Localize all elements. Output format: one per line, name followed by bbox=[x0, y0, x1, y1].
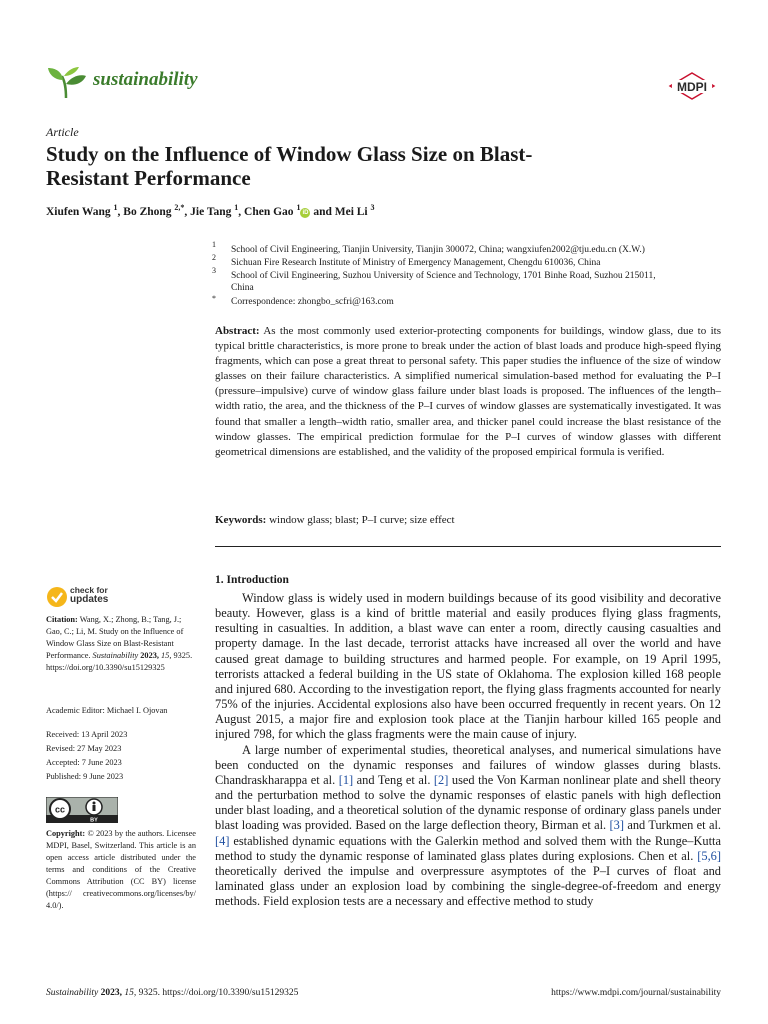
accepted-date: Accepted: 7 June 2023 bbox=[46, 758, 122, 767]
revised-date: Revised: 27 May 2023 bbox=[46, 744, 122, 753]
author-name: Bo Zhong bbox=[123, 205, 172, 218]
citation-link[interactable]: [4] bbox=[215, 833, 230, 848]
orcid-icon[interactable]: iD bbox=[302, 209, 309, 216]
mdpi-logo-text: MDPI bbox=[677, 80, 707, 94]
section-title: 1. Introduction bbox=[215, 574, 289, 586]
affiliation: Sichuan Fire Research Institute of Ministry of Emergency Management, Chengdu 610036, China bbox=[231, 258, 601, 268]
footer-citation: Sustainability 2023, 15, 9325. https://doi.org/10.3390/su15129325 bbox=[46, 988, 299, 998]
svg-text:cc: cc bbox=[54, 804, 66, 815]
author-list: Xiufen Wang $^1$, Bo Zhong $^{2,*}$, Jie Tang $^1$, Chen Gao $^1$iD and Mei Li $^3$ bbox=[46, 203, 375, 218]
svg-text:BY: BY bbox=[90, 817, 98, 823]
check-updates-line2: updates bbox=[70, 594, 109, 605]
divider bbox=[215, 546, 721, 547]
check-updates-line1: check for bbox=[70, 585, 108, 595]
paragraph: Window glass is widely used in modern buildings because of its good visibility and decorative beauty. However, glass is a kind of brittle material and easily produces flying glass fragments, resulting in casualties. In addition, a blast wave can enter a room, directly causing casualties and property damage. In the last decade, terrorist attacks have increased all over the world and have caused great damage to building structures and harmed people. For example, on 19 April 1995, terrorists attacked a federal building in the US state of Oklahoma. The explosion killed 168 people and injured 680. According to the investigation report, the flying glass fragments accounted for nearly 75% of the injuries. Accidental explosions also have been occurred frequently in recent years. On 12 August 2015, a major fire and explosion took place at the Tianjin harbour killed 165 people and injured 798, for which the glass fragments were the main cause of injury. bbox=[215, 591, 721, 742]
academic-editor: Academic Editor: Michael I. Ojovan bbox=[46, 706, 168, 715]
copyright-notice: Copyright: © 2023 by the authors. Licensee MDPI, Basel, Switzerland. This article is an open access article distributed under the terms and conditions of the Creative Commons Attribution (CC BY) license (https:// creativecommons.org/licenses/by/ 4.0/). bbox=[46, 829, 196, 910]
author-name: Chen Gao bbox=[244, 205, 294, 218]
body-text bbox=[215, 591, 721, 909]
article-type: Article bbox=[46, 125, 79, 139]
affiliation: School of Civil Engineering, Tianjin University, Tianjin 300072, China; wangxiufen2002@tju.edu.cn (X.W.) bbox=[231, 245, 645, 255]
abstract-label: Abstract: bbox=[215, 325, 260, 337]
footer-doi[interactable]: 9325. https://doi.org/10.3390/su15129325 bbox=[138, 988, 299, 998]
citation-link[interactable]: [5,6] bbox=[697, 848, 721, 863]
author-name: Xiufen Wang bbox=[46, 205, 111, 218]
footer-journal-url[interactable]: https://www.mdpi.com/journal/sustainability bbox=[551, 988, 721, 998]
journal-name[interactable]: sustainability bbox=[93, 69, 198, 90]
affiliation-number: * bbox=[212, 294, 216, 303]
check-for-updates-button[interactable] bbox=[46, 585, 126, 609]
affiliation-number: 2 bbox=[212, 253, 216, 262]
paper-title: Study on the Influence of Window Glass Size on Blast-Resistant Performance bbox=[46, 142, 533, 190]
cc-by-license-icon[interactable] bbox=[46, 797, 118, 823]
check-updates-icon bbox=[46, 586, 68, 608]
keywords bbox=[215, 514, 455, 526]
citation-doi[interactable]: 9325. https://doi.org/10.3390/su15129325 bbox=[46, 651, 193, 672]
affiliation: School of Civil Engineering, Suzhou University of Science and Technology, 1701 Binhe Road, Suzhou 215011, China bbox=[231, 271, 656, 293]
journal-logo-icon bbox=[46, 64, 88, 100]
abstract-text: As the most commonly used exterior-protecting components for buildings, window glass, due to its typical brittle characteristics, is more prone to break under the action of blast loads and produce high-speed flying fragments, which can pose a great threat to personal safety. This paper studies the influence of the size of window glasses on their failure characteristics. A simplified numerical simulation-based method for evaluating the P–I (pressure–impulsive) curve of window glass failure under blast loads is proposed. The influences of the length–width ratio, the area, and the thickness of the P–I curves of window glasses are systematically investigated. It was found that smaller a length–width ratio, smaller area, and thicker panel could increase the blast resistance of the window glasses. The empirical prediction formulae for the P–I curves of window glasses with different geometrical dimensions are established, and the validity of the proposed empirical formula is verified. bbox=[215, 325, 721, 458]
citation: Citation: Wang, X.; Zhong, B.; Tang, J.; Gao, C.; Li, M. Study on the Influence of Window Glass Size on Blast-Resistant Performance. Sustainability 2023, 15, 9325. https://doi.org/10.3390/su15129325 bbox=[46, 615, 193, 672]
citation-link[interactable]: [2] bbox=[433, 772, 449, 787]
received-date: Received: 13 April 2023 bbox=[46, 730, 128, 739]
published-date: Published: 9 June 2023 bbox=[46, 772, 124, 781]
paragraph: A large number of experimental studies, theoretical analyses, and numerical simulations have been conducted on the dynamic responses and failures of window glasses during blasts. Chandraskharappa et al. [1] and Teng et al. [2] used the Von Karman nonlinear plate and shell theory and the perturbation method to solve the dynamic responses of elastic panels with high deflection under blast loading, and a theoretical solution of the dynamic response of ordinary glass panels under blast loading was provided. Based on the large deflection theory, Birman et al. [3] and Turkmen et al. [4] established dynamic equations with the Galerkin method and solved them with the Runge–Kutta method to study the dynamic response of laminated glass plates during explosions. Chen et al. [5,6] theoretically derived the impulse and overpressure asymptotes of the P–I curves of float and laminated glass under an explosion load by combining the single-degree-of-freedom and energy methods. Field explosion tests are a necessary and effective method to study bbox=[215, 742, 721, 909]
abstract bbox=[215, 324, 721, 460]
citation-link[interactable]: [1] bbox=[338, 772, 354, 787]
keywords-label: Keywords: bbox=[215, 514, 267, 526]
author-name: Mei Li bbox=[334, 205, 368, 218]
correspondence[interactable]: Correspondence: zhongbo_scfri@163.com bbox=[231, 297, 394, 307]
affiliation-number: 1 bbox=[212, 240, 216, 249]
author-name: Jie Tang bbox=[190, 205, 232, 218]
citation-link[interactable]: [3] bbox=[609, 818, 624, 833]
affiliation-number: 3 bbox=[212, 266, 216, 275]
keywords-text: window glass; blast; P–I curve; size effect bbox=[269, 514, 455, 526]
mdpi-logo-icon[interactable] bbox=[668, 72, 716, 100]
